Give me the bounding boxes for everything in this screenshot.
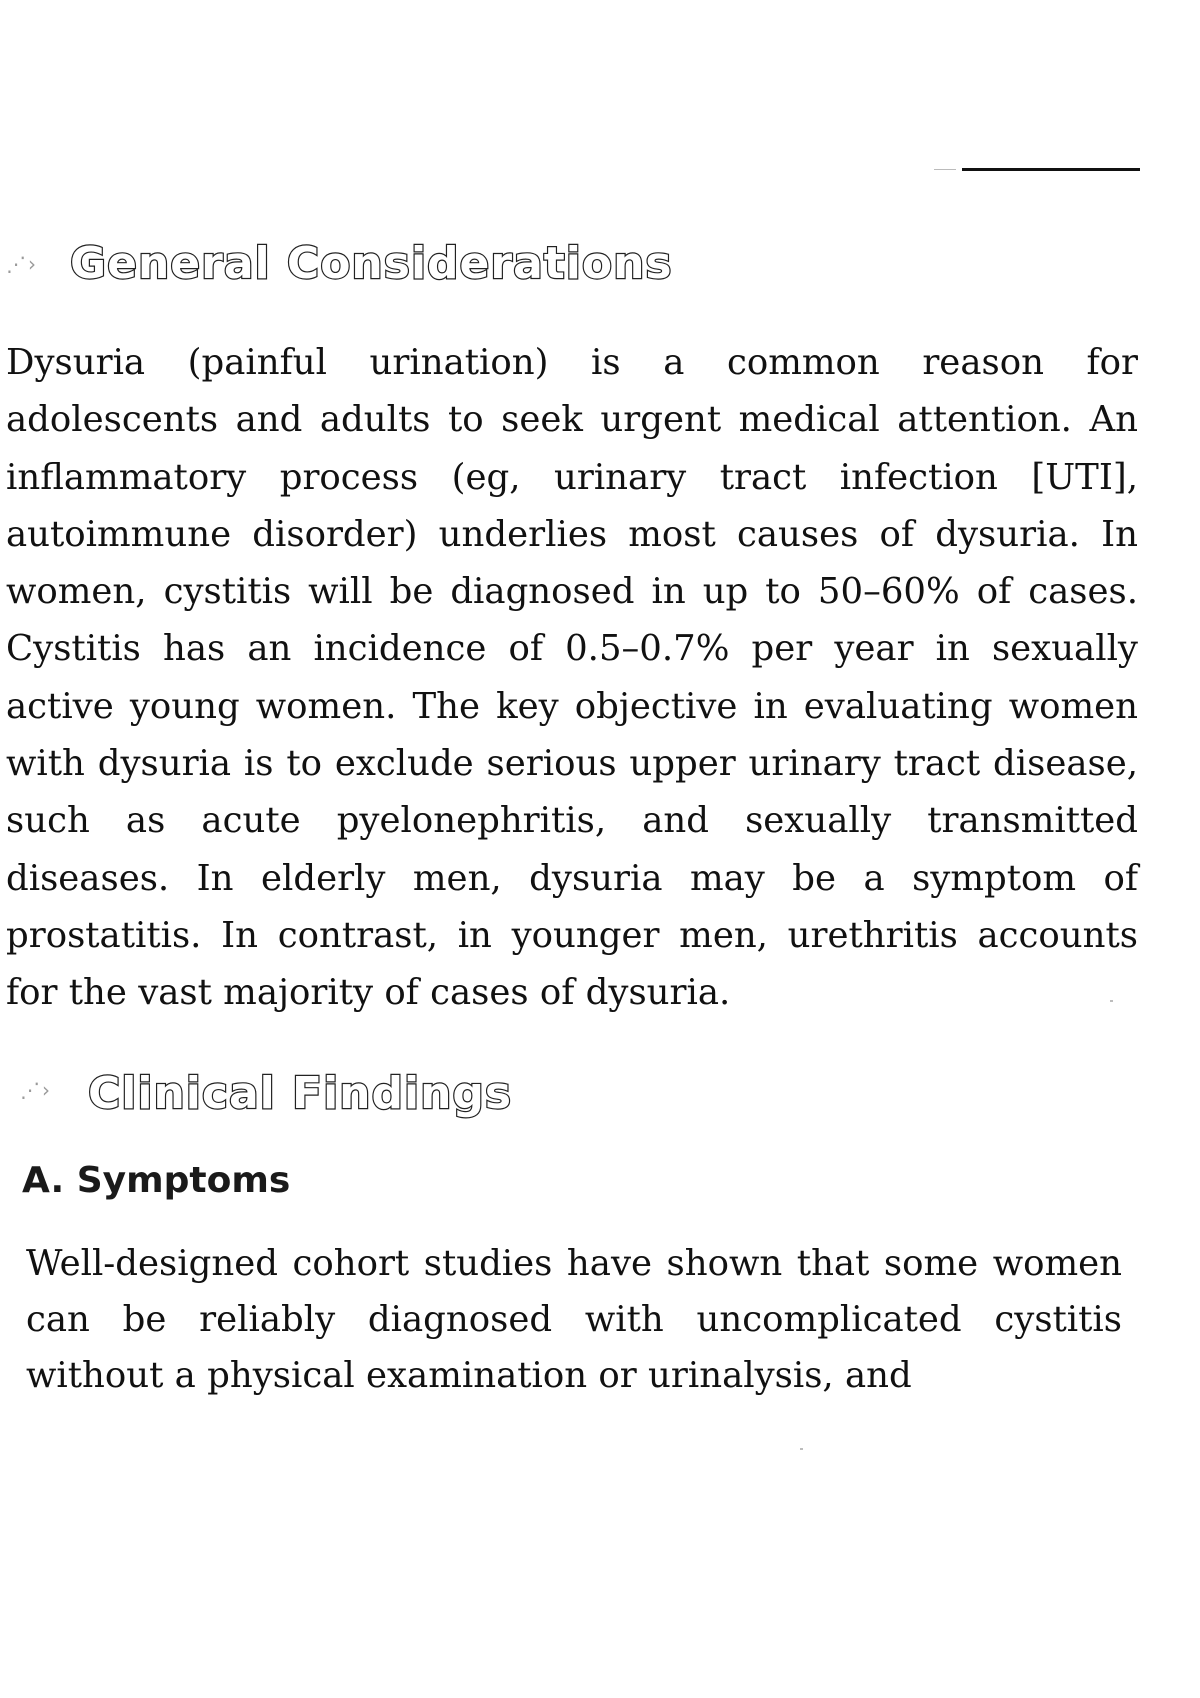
top-rule-divider: [962, 168, 1140, 171]
arrow-marker-icon: ⋰›: [20, 1078, 52, 1102]
arrow-marker-icon: ⋰›: [6, 252, 38, 276]
scan-speck: [800, 1448, 803, 1450]
subsection-heading-symptoms: A. Symptoms: [22, 1160, 291, 1201]
symptoms-paragraph: Well-designed cohort studies have shown that some women can be reliably diagnosed with uncomplicated cystitis without a physical examination or urinalysis, and: [26, 1243, 1122, 1396]
general-considerations-paragraph: Dysuria (painful urination) is a common reason for adolescents and adults to seek urgent medical attention. An inflammatory process (eg, urinary tract infection [UTI], autoimmune disorder) underlies most causes of dysuria. In women, cystitis will be diagnosed in up to 50–60% of cases. Cystitis has an incidence of 0.5–0.7% per year in sexually active young women. The key objective in evaluating women with dysuria is to exclude serious upper urinary tract disease, such as acute pyelonephritis, and sexually transmitted diseases. In elderly men, dysuria may be a symptom of prostatitis. In contrast, in younger men, urethritis accounts for the vast majority of cases of dysuria.: [6, 342, 1138, 1014]
scan-speck: [1110, 1000, 1113, 1002]
section-heading-clinical-findings: Clinical Findings: [88, 1068, 513, 1119]
section-heading-general-considerations: General Considerations: [70, 238, 673, 289]
